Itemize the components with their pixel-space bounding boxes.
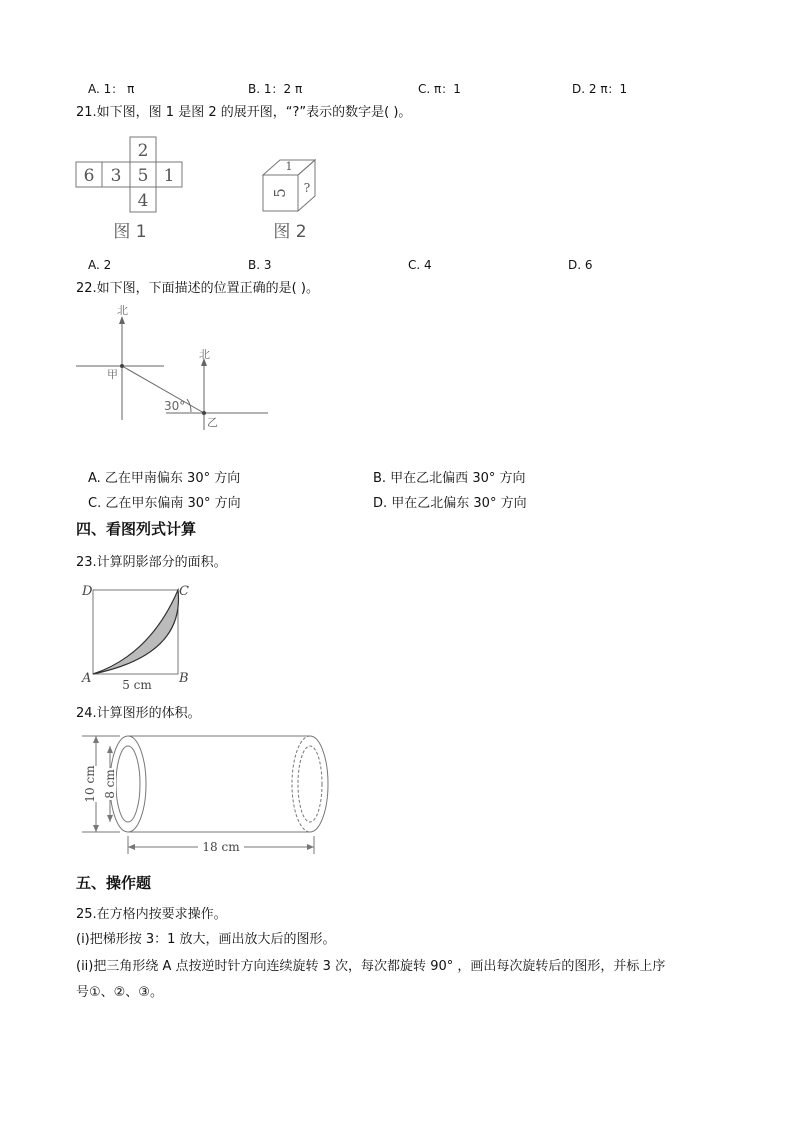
cube-front-number: 5 (271, 188, 289, 198)
net-number-left: 6 (83, 166, 95, 186)
corner-a-label: A (82, 671, 92, 686)
q21-figure-net (74, 135, 194, 245)
q25-part2-line2: 号①、②、③。 (76, 985, 163, 1000)
q22-option-a: A. 乙在甲南偏东 30° 方向 (88, 471, 241, 486)
fig2-caption: 图 2 (273, 222, 307, 242)
q20-option-d: D. 2 π：1 (572, 82, 628, 96)
cube-side-question: ? (303, 181, 311, 195)
fig1-caption: 图 1 (113, 222, 147, 242)
q23-stem: 23.计算阴影部分的面积。 (76, 555, 227, 570)
north-label-jia: 北 (117, 304, 128, 317)
q20-option-a: A. 1： π (88, 82, 135, 96)
section-4-title: 四、看图列式计算 (76, 520, 197, 538)
point-jia-label: 甲 (107, 368, 118, 381)
q20-option-c: C. π：1 (418, 82, 461, 96)
q25-stem: 25.在方格内按要求操作。 (76, 907, 227, 922)
corner-d-label: D (82, 584, 93, 599)
inner-diameter-label: 8 cm (103, 769, 117, 799)
net-number-right: 1 (163, 166, 175, 186)
q22-figure-directions (74, 302, 274, 437)
q24-figure-tube (80, 730, 330, 860)
q21-stem: 21.如下图，图 1 是图 2 的展开图，“?”表示的数字是( )。 (76, 105, 412, 120)
point-yi-label: 乙 (207, 416, 218, 429)
q22-option-d: D. 甲在乙北偏东 30° 方向 (373, 496, 527, 511)
north-label-yi: 北 (199, 348, 210, 361)
q25-part1: (i)把梯形按 3：1 放大，画出放大后的图形。 (76, 932, 336, 947)
corner-c-label: C (179, 584, 189, 599)
q21-figure-cube (260, 155, 330, 245)
q24-stem: 24.计算图形的体积。 (76, 706, 201, 721)
corner-b-label: B (179, 671, 189, 686)
side-length-label: 5 cm (122, 678, 152, 692)
q21-option-d: D. 6 (568, 258, 593, 272)
section-5-title: 五、操作题 (76, 874, 152, 892)
q22-stem: 22.如下图，下面描述的位置正确的是( )。 (76, 281, 319, 296)
net-number-bottom: 4 (137, 191, 149, 211)
q23-figure-square (80, 580, 195, 690)
q25-part2-line1: (ii)把三角形绕 A 点按逆时针方向连续旋转 3 次，每次都旋转 90° ，画出每次旋转后的图形，并标上序 (76, 959, 666, 974)
outer-diameter-label: 10 cm (83, 765, 97, 803)
cube-top-number: 1 (285, 160, 293, 173)
q21-option-b: B. 3 (248, 258, 272, 272)
q21-option-c: C. 4 (408, 258, 432, 272)
q22-option-c: C. 乙在甲东偏南 30° 方向 (88, 496, 241, 511)
net-number-top: 2 (137, 141, 149, 161)
q20-option-b: B. 1：2 π (248, 82, 303, 96)
q21-option-a: A. 2 (88, 258, 112, 272)
q22-option-b: B. 甲在乙北偏西 30° 方向 (373, 471, 526, 486)
length-label: 18 cm (202, 840, 240, 854)
net-number-center: 5 (137, 166, 149, 186)
angle-label: 30° (164, 399, 186, 413)
net-number-center-left: 3 (110, 166, 122, 186)
